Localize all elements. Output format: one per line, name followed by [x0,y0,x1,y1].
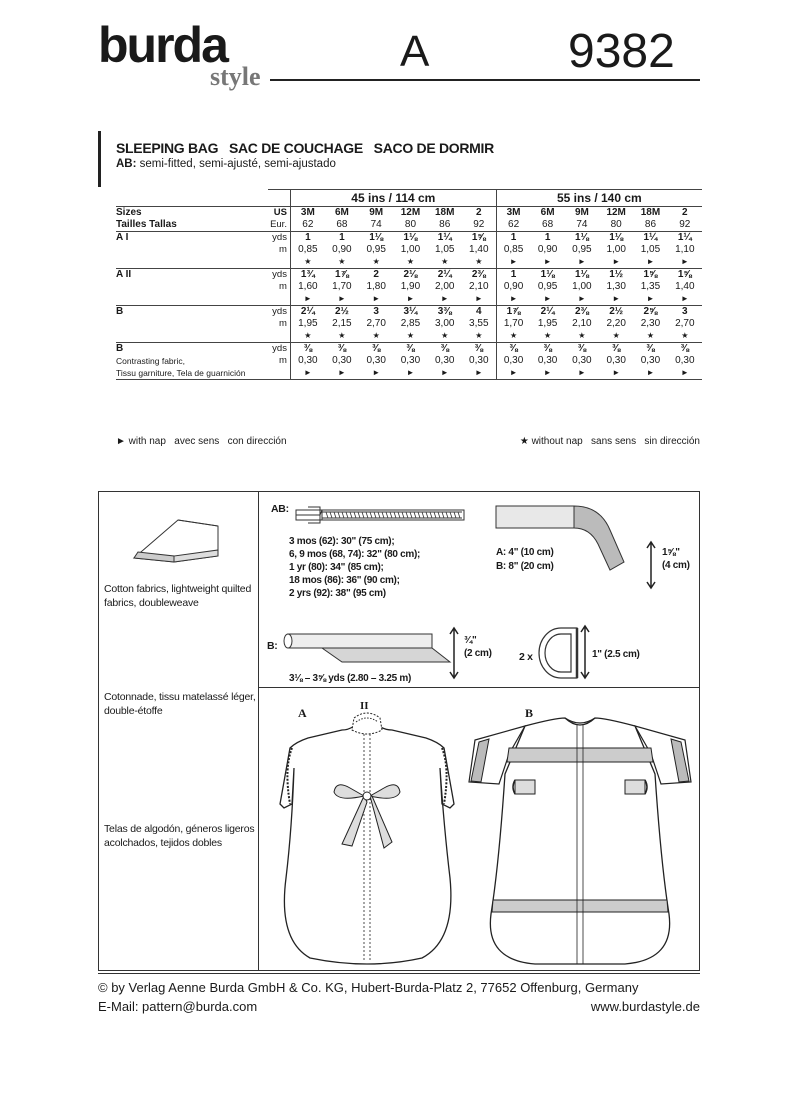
row-sublabel: Contrasting fabric, [116,356,185,366]
m-value: 2,20 [606,318,626,329]
yds-value: 1⅝ [643,269,658,280]
row-label: B [116,343,124,354]
m-value: 2,10 [572,318,592,329]
view-a-drawing [272,708,462,966]
nap-symbol: ★ [290,330,324,343]
m-value: 3,00 [435,318,455,329]
unit-blank [268,256,290,269]
zipper-length-3: 1 yr (80): 34" (85 cm); [289,562,384,573]
footer-email[interactable]: E-Mail: pattern@burda.com [98,999,258,1014]
m-value: 0,95 [537,281,558,292]
binding-length: 3⅛ – 3⅝ yds (2.80 – 3.25 m) [289,673,411,684]
eur-size: 92 [462,219,496,232]
nap-symbol: ► [668,367,702,380]
us-size: 2 [682,207,688,218]
nap-symbol: ► [428,293,462,306]
m-value: 2,10 [462,281,496,293]
legend-without-nap: ★ without nap sans sens sin dirección [519,436,700,447]
m-value: 1,40 [675,281,695,292]
eur-size: 62 [290,219,324,232]
m-value: 1,35 [640,281,661,292]
view-b-label: B [525,706,534,720]
nap-symbol: ► [496,256,530,269]
nap-symbol: ► [530,256,564,269]
row-sublabel-2 [116,293,268,306]
dring-qty: 2 x [519,651,533,663]
m-value: 1,60 [298,281,318,292]
brand-logo: burda [98,17,227,73]
yds-value: ⅜ [372,343,381,354]
nap-symbol: ★ [393,256,427,269]
ribbon-b-length: B: 8" (20 cm) [496,561,554,572]
nap-symbol: ► [496,367,530,380]
yds-value: ⅜ [337,343,347,354]
m-value: 0,30 [462,355,496,367]
binding-width-in: ¾" [464,635,477,646]
yds-value: ⅜ [543,343,552,354]
us-size: 18M [435,207,455,218]
row-sublabel [116,281,268,293]
nap-symbol: ► [359,367,393,380]
nap-symbol: ★ [359,330,393,343]
m-value: 1,00 [606,244,626,255]
m-value: 0,90 [503,281,524,292]
yds-value: 1⅛ [574,232,589,243]
unit-blank [268,293,290,306]
m-value: 0,90 [332,244,352,255]
nap-symbol: ► [428,367,462,380]
eur-size: 86 [428,219,462,232]
nap-symbol: ► [325,293,359,306]
yds-value: 4 [462,306,496,319]
footer-copyright: © by Verlag Aenne Burda GmbH & Co. KG, Hubert-Burda-Platz 2, 77652 Offenburg, Germany [98,980,639,995]
row-sublabel-2 [116,256,268,269]
row-sublabel [116,318,268,330]
fabric-spanish: Telas de algodón, géneros ligeros acolchados, tejidos dobles [104,823,255,849]
binding-width-arrow [447,626,461,680]
unit-yds: yds [268,269,290,282]
ribbon-a-length: A: 4" (10 cm) [496,547,554,558]
nap-symbol: ★ [359,256,393,269]
yds-value: 3 [682,306,688,317]
nap-symbol: ► [668,256,702,269]
view-a-label: A [298,706,307,720]
nap-symbol: ► [462,367,496,380]
m-value: 2,85 [400,318,421,329]
nap-symbol: ► [496,293,530,306]
row-label: A II [116,269,132,280]
pattern-number: 9382 [568,25,675,78]
m-value: 1,95 [537,318,558,329]
nap-symbol: ► [599,367,633,380]
yds-value: 1 [305,232,311,243]
zipper-lengths [289,535,420,600]
view-letter: A [400,27,430,76]
binding-width-cm: (2 cm) [464,648,492,659]
yds-value: ⅜ [509,343,518,354]
yds-value: 1 [510,269,517,280]
eur-size: 80 [393,219,427,232]
box-divider [258,491,259,971]
notion-ab-label: AB: [271,503,289,515]
notion-b-label: B: [267,640,278,652]
m-value: 0,30 [537,355,558,366]
page-subtitle [116,158,336,170]
ribbon-width-in: 1⅝" [662,547,680,558]
eur-size: 86 [633,219,667,232]
header-rule [270,79,700,81]
us-size: 3M [300,207,315,218]
nap-symbol: ► [565,367,599,380]
eur-label: Eur. [268,219,290,232]
m-value: 1,10 [675,244,695,255]
m-value: 0,30 [572,355,592,366]
table-corner-unit [268,190,290,207]
unit-yds: yds [268,232,290,245]
m-value: 0,30 [435,355,455,366]
eur-size: 68 [325,219,359,232]
m-value: 2,70 [675,318,695,329]
m-value: 1,05 [640,244,661,255]
yds-value: 1⅝ [462,232,496,245]
row-sublabel-2 [116,330,268,343]
yds-value: 3 [373,306,379,317]
nap-symbol: ► [633,293,667,306]
us-label: US [268,207,290,220]
nap-symbol: ★ [462,256,496,269]
nap-symbol: ► [530,367,564,380]
yds-value: 1⅞ [506,306,521,317]
subtitle-prefix: AB: [116,158,137,170]
d-ring-size: 1" (2.5 cm) [592,649,640,660]
m-value: 0,30 [366,355,386,366]
d-ring-icon [535,624,583,682]
nap-symbol: ★ [393,330,427,343]
yds-value: ⅜ [612,343,621,354]
fabric-french: Cotonnade, tissu matelassé léger, double-étoffe [104,691,256,717]
nap-symbol: ► [633,367,667,380]
legend-with-nap: ► with nap avec sens con dirección [116,436,287,447]
d-ring-size-arrow [578,624,592,680]
eur-size: 62 [496,219,530,232]
yds-value: 1¾ [300,269,315,280]
nap-symbol: ► [668,293,702,306]
unit-blank [268,330,290,343]
zipper-length-1: 3 mos (62): 30" (75 cm); [289,536,395,547]
nap-symbol: ► [359,293,393,306]
yds-value: 1⅛ [609,232,624,243]
m-value: 0,95 [572,244,592,255]
m-value: 1,70 [332,281,352,292]
yds-value: 2 [373,269,379,280]
m-value: 2,30 [640,318,661,329]
table-corner [116,190,268,207]
m-value: 1,05 [435,244,455,255]
yds-value: 1⅛ [403,232,418,243]
yds-value: 2½ [334,306,349,317]
m-value: 0,95 [366,244,386,255]
nap-symbol: ★ [428,330,462,343]
m-value: 2,70 [366,318,386,329]
m-value: 1,30 [606,281,626,292]
yds-value: 2¼ [300,306,315,317]
page-title: SLEEPING BAG SAC DE COUCHAGE SACO DE DORMIR [116,140,494,156]
yds-value: 1½ [609,269,624,280]
m-value: 1,00 [400,244,421,255]
yds-value: ⅜ [646,343,655,354]
nap-symbol: ► [325,367,359,380]
yds-value: 2⅜ [574,306,589,317]
unit-m: m [268,244,290,256]
yds-value: ⅜ [303,343,313,354]
yds-value: 1 [510,232,517,243]
us-size: 6M [334,207,349,218]
m-value: 1,80 [366,281,386,292]
nap-symbol: ► [393,367,427,380]
m-value: 3,55 [462,318,496,330]
row-sublabel [116,244,268,256]
nap-symbol: ★ [496,330,530,343]
yds-value: 1⅛ [369,232,384,243]
fabric-english: Cotton fabrics, lightweight quilted fabrics, doubleweave [104,583,252,609]
yds-value: 1⅛ [574,269,589,280]
unit-m: m [268,355,290,367]
m-value: 0,85 [503,244,524,255]
m-value: 0,30 [640,355,661,366]
zipper-length-4: 18 mos (86): 36" (90 cm); [289,575,400,586]
nap-symbol: ► [290,367,324,380]
row-label: A I [116,232,129,243]
nap-symbol: ► [633,256,667,269]
width-group-45: 45 ins / 114 cm [290,190,496,207]
footer-url[interactable]: www.burdastyle.de [590,999,700,1014]
m-value: 0,30 [298,355,318,366]
us-size: 2 [462,207,496,220]
nap-symbol: ► [290,293,324,306]
ribbon-width-cm: (4 cm) [662,560,690,571]
us-size: 18M [640,207,661,218]
nap-symbol: ★ [565,330,599,343]
m-value: 1,00 [572,281,592,292]
nap-symbol: ► [565,256,599,269]
nap-symbol: ★ [325,330,359,343]
unit-yds: yds [268,343,290,356]
yds-value: 1¼ [643,232,658,243]
yds-value: 2⅜ [462,269,496,282]
m-value: 0,30 [503,355,524,366]
m-value: 1,90 [400,281,421,292]
nap-symbol: ★ [428,256,462,269]
m-value: 2,00 [435,281,455,292]
brand-logo-sub: style [210,62,261,91]
yds-value: 1¼ [677,232,692,243]
unit-m: m [268,281,290,293]
yds-value: ⅜ [406,343,415,354]
yds-value: 3⅜ [437,306,452,317]
nap-symbol: ★ [290,256,324,269]
box-divider-horizontal [258,687,700,688]
binding-width [464,634,492,660]
nap-symbol: ★ [633,330,667,343]
yds-value: 1 [544,232,551,243]
yds-value: 2⅛ [403,269,418,280]
m-value: 1,40 [462,244,496,256]
subtitle-text: semi-fitted, semi-ajusté, semi-ajustado [136,158,336,170]
yds-value: ⅜ [577,343,587,354]
zipper-length-5: 2 yrs (92): 38" (95 cm) [289,588,386,599]
nap-symbol: ★ [668,330,702,343]
yds-value: ⅜ [462,343,496,356]
eur-size: 68 [530,219,564,232]
yds-value: 2⅝ [643,306,658,317]
yds-value: 1⅞ [334,269,349,280]
us-size: 9M [369,207,384,218]
nap-symbol: ★ [325,256,359,269]
yds-value: 1⅛ [540,269,555,280]
us-size: 9M [574,207,589,218]
us-size: 12M [606,207,626,218]
yds-value: ⅜ [440,343,449,354]
yardage-table [116,189,702,380]
m-value: 0,90 [537,244,558,255]
view-b-drawing [465,714,695,966]
nap-symbol: ► [530,293,564,306]
m-value: 1,95 [298,318,318,329]
row-sublabel-2: Tissu garniture, Tela de guarnición [116,367,268,380]
nap-symbol: ► [462,293,496,306]
bias-binding-icon [282,628,452,668]
m-value: 2,15 [332,318,352,329]
yds-value: 2¼ [540,306,555,317]
nap-symbol: ► [393,293,427,306]
sizes-label-fr-es: Tailles Tallas [116,219,268,232]
m-value: 0,30 [400,355,421,366]
sizes-label: Sizes [116,207,142,218]
fabric-bolt-icon [130,512,222,568]
nap-symbol: ★ [530,330,564,343]
yds-value: ⅜ [680,343,689,354]
eur-size: 74 [565,219,599,232]
yds-value: 2¼ [437,269,452,280]
yds-value: 3¼ [403,306,418,317]
nap-symbol: ► [599,256,633,269]
title-bar [98,131,101,187]
yds-value: 1¼ [437,232,452,243]
eur-size: 80 [599,219,633,232]
ribbon-width [662,546,690,572]
m-value: 0,30 [332,355,352,366]
m-value: 0,85 [298,244,318,255]
row-label: B [116,306,124,317]
ribbon-width-arrow [644,540,658,590]
width-group-55: 55 ins / 140 cm [496,190,702,207]
m-value: 0,30 [606,355,626,366]
footer-rule [98,973,700,974]
zipper-icon [292,504,470,526]
unit-m: m [268,318,290,330]
eur-size: 74 [359,219,393,232]
view-a-part-label: II [360,700,369,712]
us-size: 6M [540,207,555,218]
eur-size: 92 [668,219,702,232]
m-value: 1,70 [503,318,524,329]
nap-symbol: ► [565,293,599,306]
nap-symbol: ★ [462,330,496,343]
us-size: 3M [506,207,521,218]
m-value: 0,30 [675,355,695,366]
us-size: 12M [400,207,421,218]
zipper-length-2: 6, 9 mos (68, 74): 32" (80 cm); [289,549,421,560]
yds-value: 2½ [609,306,624,317]
nap-symbol: ★ [599,330,633,343]
nap-symbol: ► [599,293,633,306]
unit-blank [268,367,290,380]
yds-value: 1 [339,232,345,243]
yds-value: 1⅝ [677,269,692,280]
unit-yds: yds [268,306,290,319]
